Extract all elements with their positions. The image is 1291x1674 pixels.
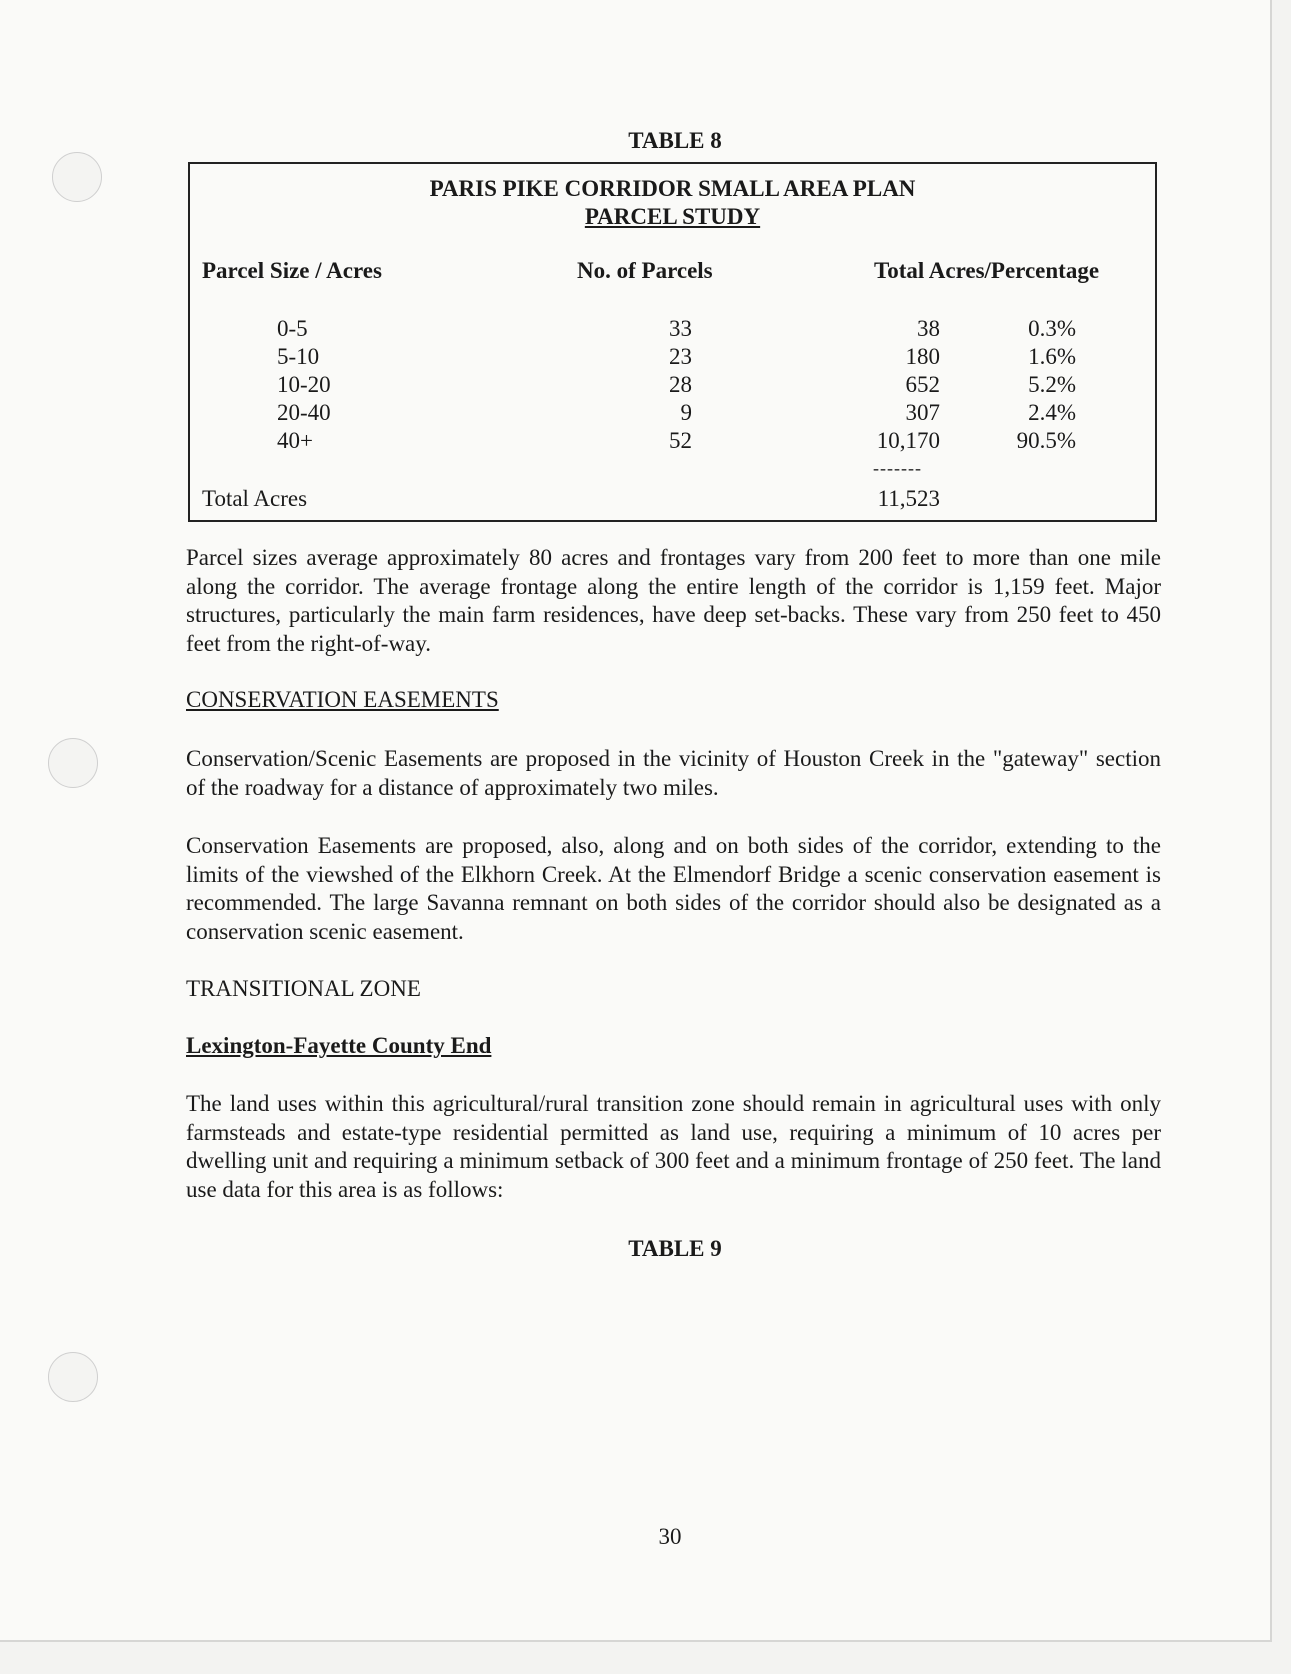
cell-percentage: 90.5% [1016,428,1076,453]
cell-parcel-size: 5-10 [277,344,320,369]
header-no-of-parcels: No. of Parcels [577,258,713,283]
cell-parcel-count: 33 [669,316,692,341]
cell-total-acres: 180 [905,344,940,369]
cell-parcel-size: 10-20 [277,372,331,397]
cell-total-acres: 307 [905,400,940,425]
table8-title: PARIS PIKE CORRIDOR SMALL AREA PLAN [429,176,916,201]
total-acres-value: 11,523 [877,486,940,511]
cell-percentage: 2.4% [1028,400,1076,425]
paragraph-scenic-easements: Conservation/Scenic Easements are proposed in the vicinity of Houston Creek in the "gateway" section of the roadway for a distance of approximately two miles. [186,746,1161,800]
punch-hole-decoration [52,152,102,202]
cell-total-acres: 38 [917,316,940,341]
parcel-study-table [188,162,1157,522]
paragraph-parcel-sizes: Parcel sizes average approximately 80 acres and frontages vary from 200 feet to more than one mile along the corridor. The average frontage along the entire length of the corridor is 1,159 feet. Major structures, particularly the main farm residences, have deep set-backs. These vary from 250 feet to 450 feet from the right-of-way. [186,545,1161,656]
cell-parcel-size: 40+ [277,428,313,453]
table8-caption: TABLE 8 [628,128,722,153]
header-total-acres-percentage: Total Acres/Percentage [874,258,1100,283]
cell-parcel-count: 9 [680,400,692,425]
total-acres-label: Total Acres [202,486,308,511]
page-number: 30 [658,1524,682,1549]
cell-parcel-count: 23 [669,344,692,369]
cell-total-acres: 652 [905,372,940,397]
paragraph-conservation-easements: Conservation Easements are proposed, also, along and on both sides of the corridor, extending to the limits of the viewshed of the Elkhorn Creek. At the Elmendorf Bridge a scenic conservation easement is recommended. The large Savanna remnant on both sides of the corridor should also be designated as a conservation scenic easement. [186,833,1161,944]
paragraph-land-uses: The land uses within this agricultural/rural transition zone should remain in agricultural uses with only farmsteads and estate-type residential permitted as land use, requiring a minimum of 10 acres per dwelling unit and requiring a minimum setback of 300 feet and a minimum frontage of 250 feet. The land use data for this area is as follows: [186,1091,1161,1202]
heading-transitional-zone: TRANSITIONAL ZONE [186,976,421,1001]
cell-parcel-size: 20-40 [277,400,331,425]
table8-subtitle: PARCEL STUDY [584,204,761,229]
cell-total-acres: 10,170 [876,428,940,453]
cell-percentage: 0.3% [1028,316,1076,341]
punch-hole-decoration [48,738,98,788]
punch-hole-decoration [48,1352,98,1402]
subheading-lexington-fayette: Lexington-Fayette County End [186,1033,492,1058]
cell-parcel-count: 52 [669,428,692,453]
total-separator: ------- [873,458,922,478]
header-parcel-size: Parcel Size / Acres [202,258,382,283]
cell-parcel-count: 28 [669,372,692,397]
cell-percentage: 1.6% [1028,344,1076,369]
cell-parcel-size: 0-5 [277,316,308,341]
cell-percentage: 5.2% [1028,372,1076,397]
heading-conservation-easements: CONSERVATION EASEMENTS [186,687,499,712]
table9-caption: TABLE 9 [628,1236,722,1261]
